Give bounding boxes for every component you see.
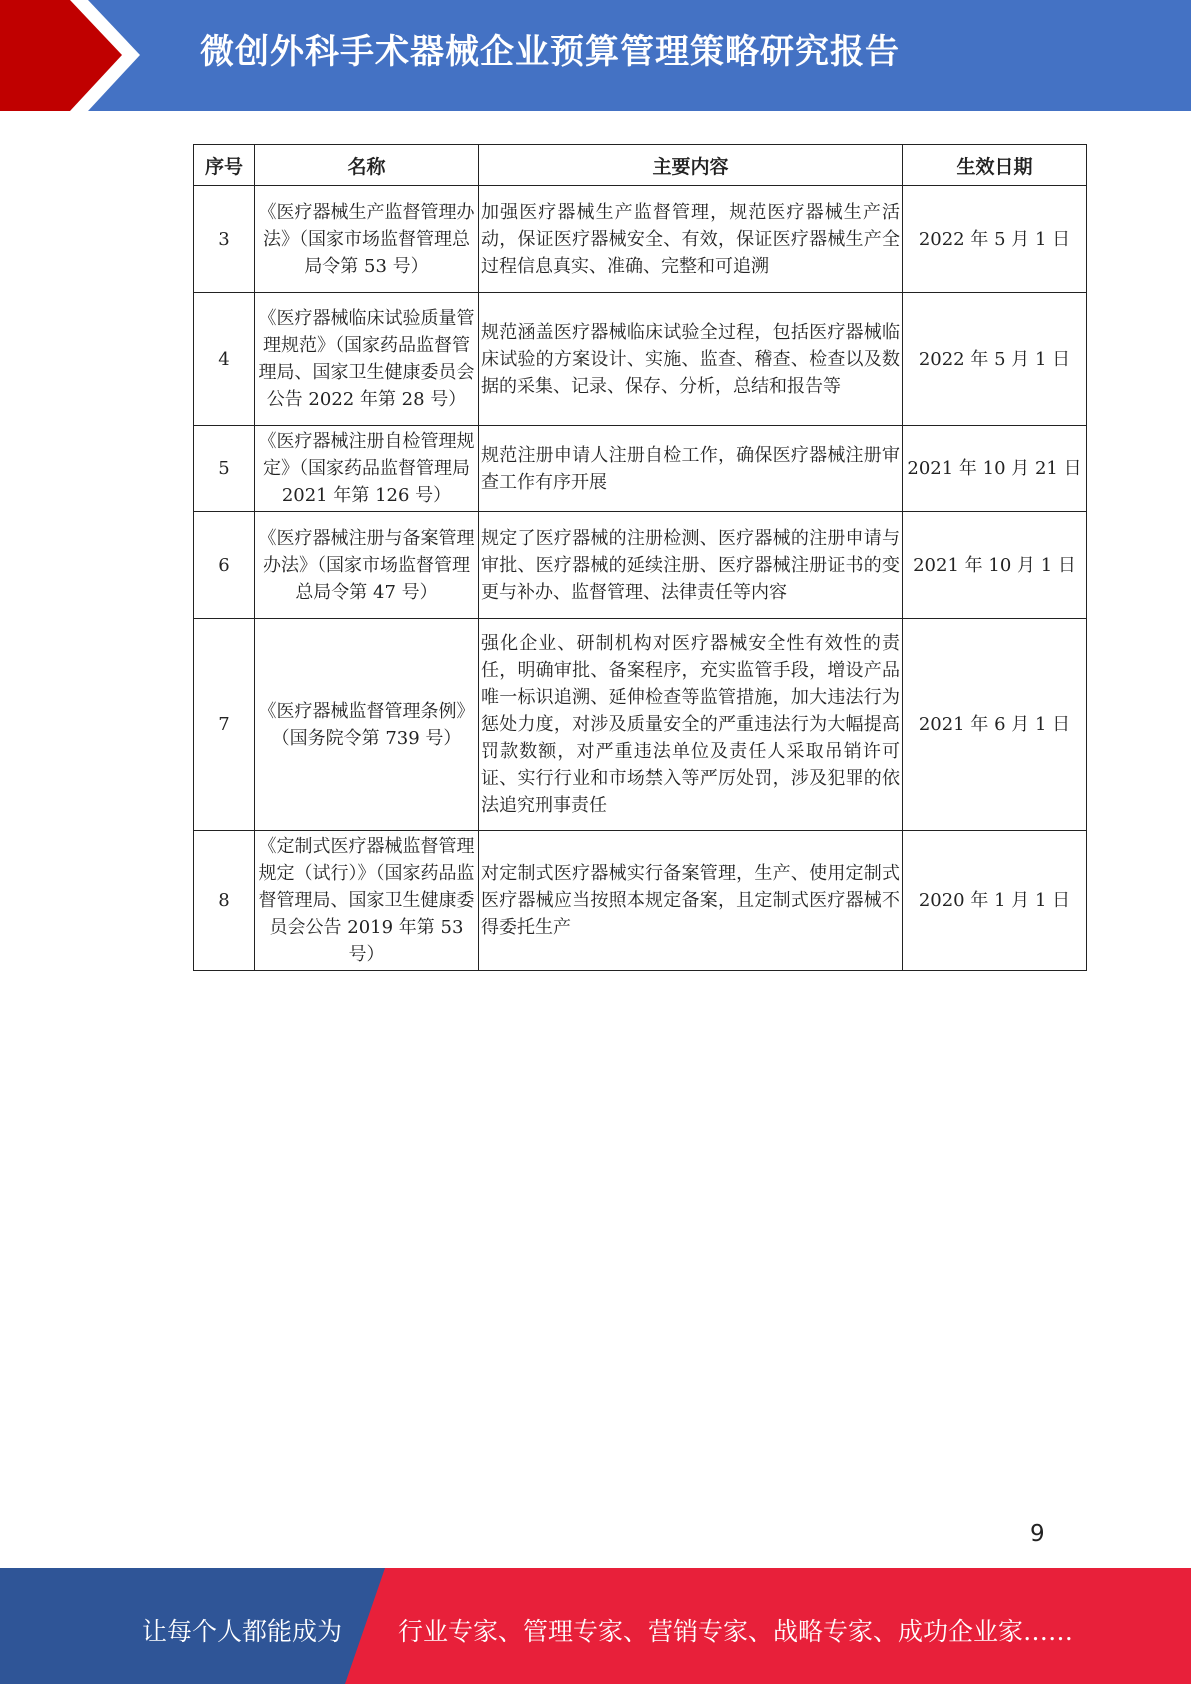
header-name: 名称 xyxy=(255,145,479,186)
row-no: 5 xyxy=(194,426,255,512)
row-name: 《医疗器械注册自检管理规定》（国家药品监督管理局2021 年第 126 号） xyxy=(255,426,479,512)
header-arrow-decoration xyxy=(0,0,170,111)
table-row xyxy=(194,426,1087,512)
row-date: 2022 年 5 月 1 日 xyxy=(903,186,1087,293)
row-content: 规范涵盖医疗器械临床试验全过程，包括医疗器械临床试验的方案设计、实施、监查、稽查、检查以及数据的采集、记录、保存、分析，总结和报告等 xyxy=(479,293,903,426)
row-date: 2021 年 10 月 1 日 xyxy=(903,512,1087,619)
table-header-row xyxy=(194,145,1087,186)
row-content: 对定制式医疗器械实行备案管理，生产、使用定制式医疗器械应当按照本规定备案，且定制式医疗器械不得委托生产 xyxy=(479,831,903,971)
row-content: 规范注册申请人注册自检工作，确保医疗器械注册审查工作有序开展 xyxy=(479,426,903,512)
footer-slogan-right: 行业专家、管理专家、营销专家、战略专家、成功企业家…… xyxy=(398,1617,1074,1646)
row-no: 8 xyxy=(194,831,255,971)
header-date: 生效日期 xyxy=(903,145,1087,186)
table-row xyxy=(194,512,1087,619)
row-date: 2022 年 5 月 1 日 xyxy=(903,293,1087,426)
table-row xyxy=(194,831,1087,971)
row-content: 强化企业、研制机构对医疗器械安全性有效性的责任，明确审批、备案程序，充实监管手段，增设产品唯一标识追溯、延伸检查等监管措施，加大违法行为惩处力度，对涉及质量安全的严重违法行为大幅提高罚款数额，对严重违法单位及责任人采取吊销许可证、实行行业和市场禁入等严厉处罚，涉及犯罪的依法追究刑事责任 xyxy=(479,619,903,831)
row-date: 2021 年 6 月 1 日 xyxy=(903,619,1087,831)
header-no: 序号 xyxy=(194,145,255,186)
table-row xyxy=(194,619,1087,831)
page-number: 9 xyxy=(1030,1521,1045,1547)
row-content: 规定了医疗器械的注册检测、医疗器械的注册申请与审批、医疗器械的延续注册、医疗器械注册证书的变更与补办、监督管理、法律责任等内容 xyxy=(479,512,903,619)
row-date: 2021 年 10 月 21 日 xyxy=(903,426,1087,512)
table-row xyxy=(194,186,1087,293)
row-name: 《医疗器械临床试验质量管理规范》（国家药品监督管理局、国家卫生健康委员会公告 2022 年第 28 号） xyxy=(255,293,479,426)
header-content: 主要内容 xyxy=(479,145,903,186)
row-content: 加强医疗器械生产监督管理，规范医疗器械生产活动，保证医疗器械安全、有效，保证医疗器械生产全过程信息真实、准确、完整和可追溯 xyxy=(479,186,903,293)
row-name: 《医疗器械监督管理条例》（国务院令第 739 号） xyxy=(255,619,479,831)
row-date: 2020 年 1 月 1 日 xyxy=(903,831,1087,971)
row-name: 《医疗器械生产监督管理办法》（国家市场监督管理总局令第 53 号） xyxy=(255,186,479,293)
footer-band xyxy=(0,1568,1191,1684)
row-no: 7 xyxy=(194,619,255,831)
row-no: 3 xyxy=(194,186,255,293)
page-title: 微创外科手术器械企业预算管理策略研究报告 xyxy=(200,32,900,72)
row-name: 《医疗器械注册与备案管理办法》（国家市场监督管理总局令第 47 号） xyxy=(255,512,479,619)
footer-slogan-left: 让每个人都能成为 xyxy=(142,1617,343,1646)
row-name: 《定制式医疗器械监督管理规定（试行）》（国家药品监督管理局、国家卫生健康委员会公告 2019 年第 53 号） xyxy=(255,831,479,971)
row-no: 6 xyxy=(194,512,255,619)
header-band xyxy=(0,0,1191,111)
row-no: 4 xyxy=(194,293,255,426)
table-row xyxy=(194,293,1087,426)
regulations-table xyxy=(193,144,1087,971)
